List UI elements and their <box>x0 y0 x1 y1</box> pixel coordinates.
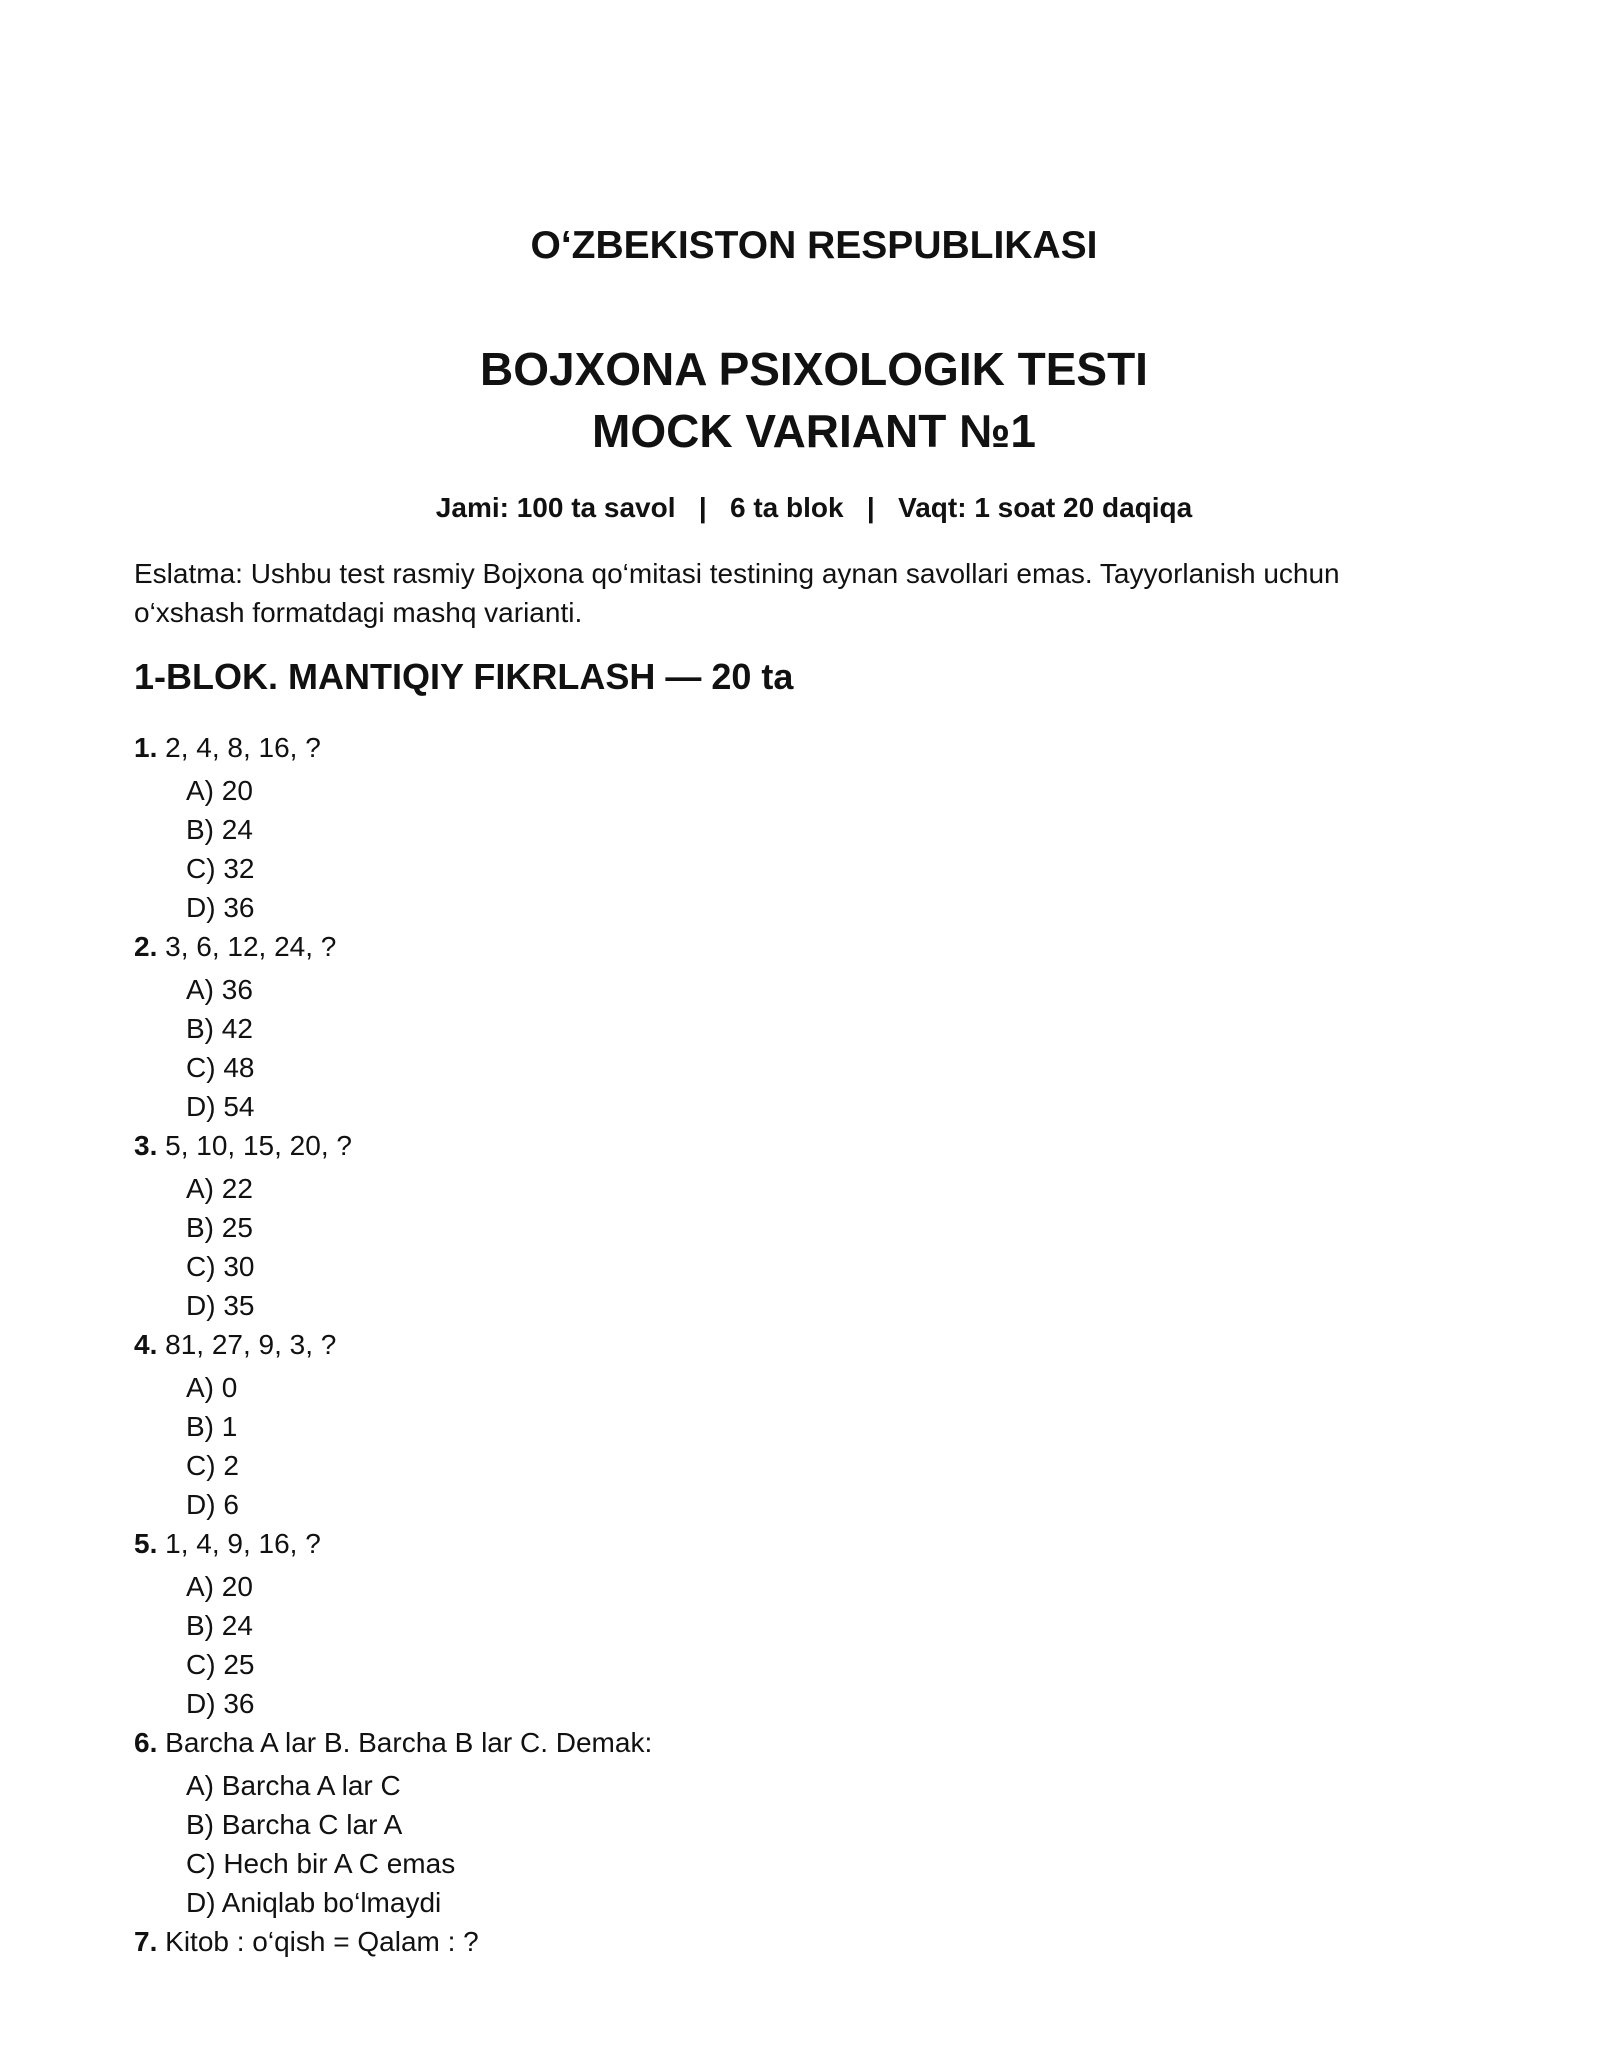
question-number: 1. <box>134 732 158 763</box>
note-paragraph: Eslatma: Ushbu test rasmiy Bojxona qo‘mitasi testining aynan savollari emas. Tayyorlanish uchun o‘xshash formatdagi mashq varianti. <box>134 558 1340 628</box>
option-b: B) Barcha C lar A <box>186 1809 403 1840</box>
test-title <box>0 338 1600 462</box>
test-title-line1: BOJXONA PSIXOLOGIK TESTI <box>480 343 1148 395</box>
question-number: 7. <box>134 1926 158 1957</box>
question-item <box>134 1126 1434 1325</box>
question-number: 4. <box>134 1329 158 1360</box>
option-d: D) 35 <box>186 1290 255 1321</box>
question-item <box>134 728 1434 927</box>
option-d: D) 36 <box>186 1688 255 1719</box>
option-a: A) 20 <box>186 775 253 806</box>
question-stem <box>134 927 1434 966</box>
option-c: C) 25 <box>186 1649 255 1680</box>
option-a: A) 20 <box>186 1571 253 1602</box>
option-c: C) 30 <box>186 1251 255 1282</box>
question-stem <box>134 1524 1434 1563</box>
option-c: C) 32 <box>186 853 255 884</box>
question-number: 3. <box>134 1130 158 1161</box>
question-stem <box>134 1126 1434 1165</box>
question-list <box>134 728 1434 1961</box>
test-meta: Jami: 100 ta savol | 6 ta blok | Vaqt: 1 soat 20 daqiqa <box>435 492 1193 523</box>
option-d: D) 36 <box>186 892 255 923</box>
question-stem <box>134 1325 1434 1364</box>
option-list <box>134 1567 1434 1723</box>
option-a: A) 0 <box>186 1372 238 1403</box>
option-b: B) 1 <box>186 1411 238 1442</box>
question-number: 5. <box>134 1528 158 1559</box>
question-text: 2, 4, 8, 16, ? <box>157 732 321 763</box>
question-text: 81, 27, 9, 3, ? <box>157 1329 337 1360</box>
question-text: Kitob : o‘qish = Qalam : ? <box>157 1926 479 1957</box>
option-d: D) Aniqlab bo‘lmaydi <box>186 1887 442 1918</box>
question-item <box>134 1723 1434 1922</box>
option-b: B) 42 <box>186 1013 253 1044</box>
question-text: 1, 4, 9, 16, ? <box>157 1528 321 1559</box>
option-b: B) 25 <box>186 1212 253 1243</box>
question-stem <box>134 1723 1434 1762</box>
option-c: C) 2 <box>186 1450 239 1481</box>
block-heading: 1-BLOK. MANTIQIY FIKRLASH — 20 ta <box>134 656 794 697</box>
option-list <box>134 1368 1434 1524</box>
question-number: 2. <box>134 931 158 962</box>
option-list <box>134 1169 1434 1325</box>
option-a: A) 36 <box>186 974 253 1005</box>
option-c: C) Hech bir A C emas <box>186 1848 456 1879</box>
test-title-line2: MOCK VARIANT №1 <box>592 405 1036 457</box>
question-text: 3, 6, 12, 24, ? <box>157 931 337 962</box>
option-list <box>134 771 1434 927</box>
option-a: A) Barcha A lar C <box>186 1770 401 1801</box>
question-stem <box>134 728 1434 767</box>
question-item <box>134 1922 1434 1961</box>
question-text: Barcha A lar B. Barcha B lar C. Demak: <box>157 1727 653 1758</box>
option-list <box>134 970 1434 1126</box>
option-b: B) 24 <box>186 814 253 845</box>
option-d: D) 54 <box>186 1091 255 1122</box>
question-stem <box>134 1922 1434 1961</box>
question-number: 6. <box>134 1727 158 1758</box>
question-item <box>134 927 1434 1126</box>
option-b: B) 24 <box>186 1610 253 1641</box>
question-item <box>134 1524 1434 1723</box>
question-item <box>134 1325 1434 1524</box>
option-list <box>134 1766 1434 1922</box>
option-a: A) 22 <box>186 1173 253 1204</box>
option-c: C) 48 <box>186 1052 255 1083</box>
option-d: D) 6 <box>186 1489 239 1520</box>
country-heading: O‘ZBEKISTON RESPUBLIKASI <box>530 224 1098 267</box>
question-text: 5, 10, 15, 20, ? <box>157 1130 352 1161</box>
